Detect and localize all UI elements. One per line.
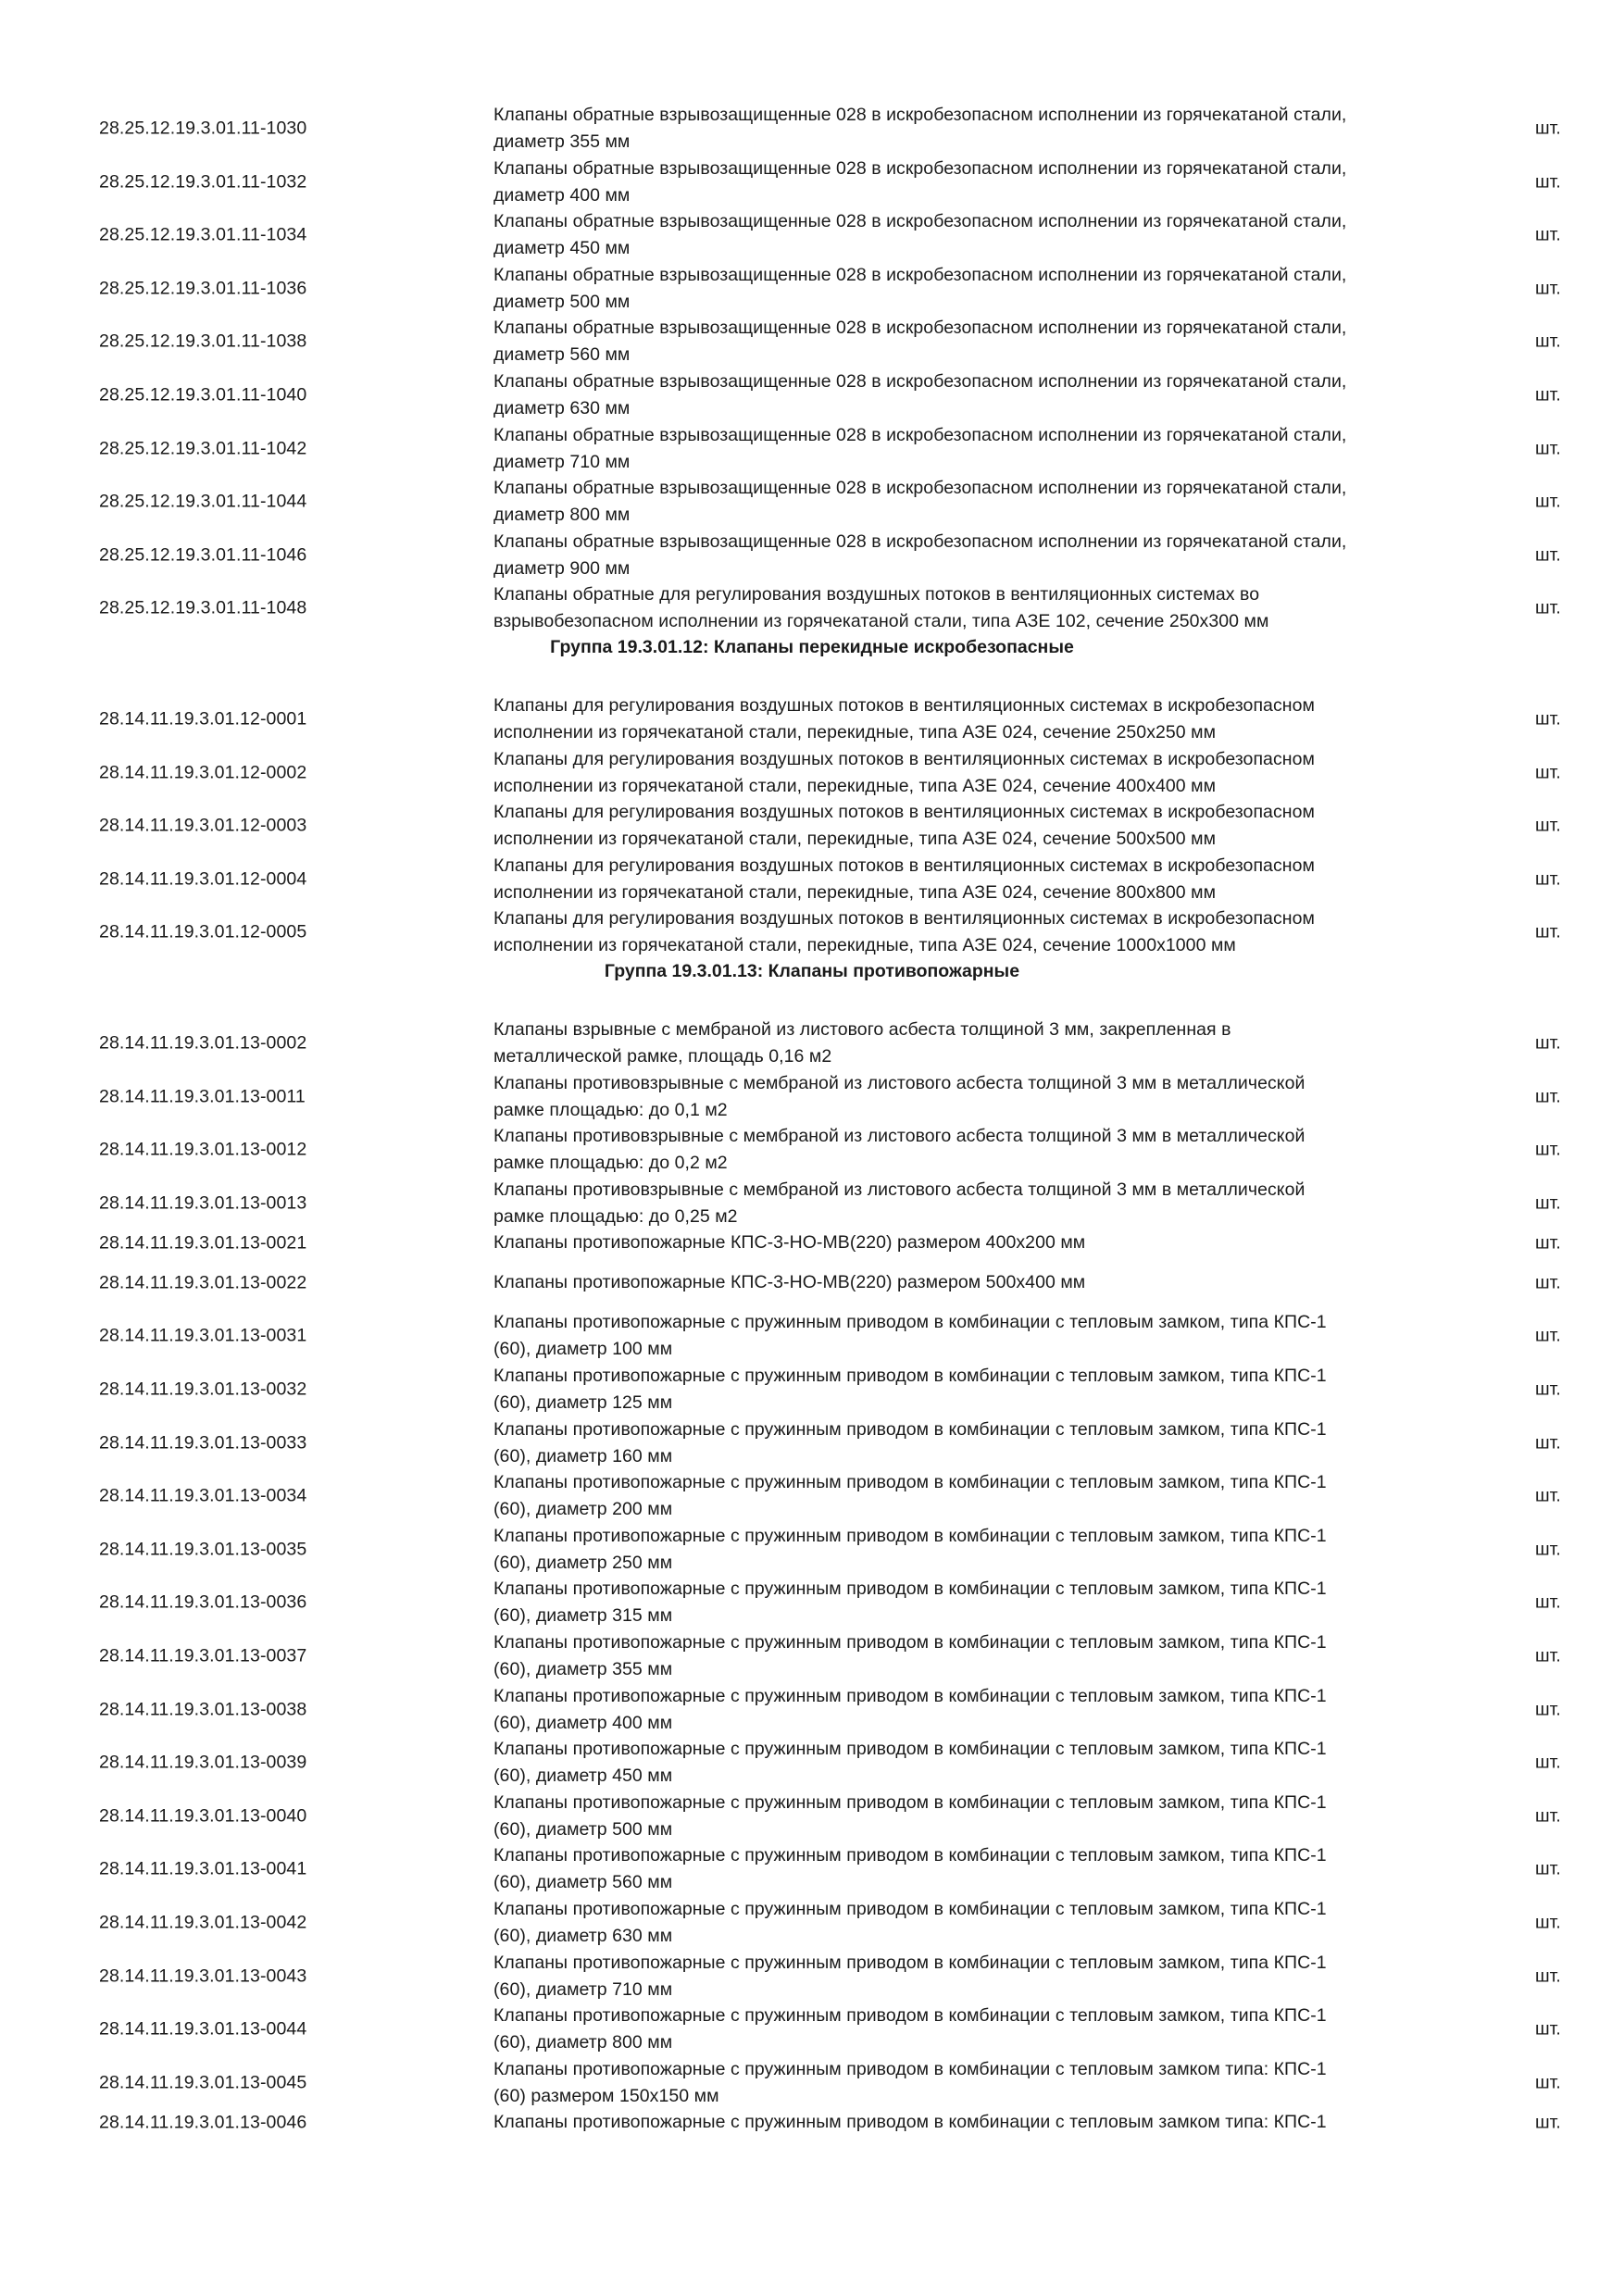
table-row bbox=[0, 102, 1624, 156]
resource-description: Клапаны обратные для регулирования воздушных потоков в вентиляционных системах во взрывобезопасном исполнении из горячекатаной стали, типа АЗЕ 102, сечение 250х300 мм bbox=[493, 584, 1269, 632]
resource-description: Клапаны противопожарные с пружинным приводом в комбинации с тепловым замком, типа КПС-1 (60), диаметр 560 мм bbox=[493, 1845, 1327, 1893]
resource-description: Клапаны противопожарные с пружинным приводом в комбинации с тепловым замком, типа КПС-1 (60), диаметр 125 мм bbox=[493, 1366, 1327, 1413]
table-row bbox=[0, 2003, 1624, 2056]
resource-description: Клапаны противопожарные КПС-3-НО-МВ(220) размером 500х400 мм bbox=[493, 1272, 1086, 1293]
resource-code: 28.25.12.19.3.01.11-1042 bbox=[99, 438, 307, 459]
table-row bbox=[0, 799, 1624, 853]
table-row bbox=[0, 1177, 1624, 1230]
resource-description: Клапаны обратные взрывозащищенные 028 в искробезопасном исполнении из горячекатаной стали, диаметр 900 мм bbox=[493, 530, 1347, 579]
table-row bbox=[0, 1363, 1624, 1416]
table-row bbox=[0, 1950, 1624, 2003]
unit-of-measure: шт. bbox=[1535, 868, 1561, 890]
resource-code: 28.14.11.19.3.01.12-0005 bbox=[99, 921, 307, 942]
unit-of-measure: шт. bbox=[1535, 1325, 1561, 1346]
unit-of-measure: шт. bbox=[1535, 1032, 1561, 1054]
resource-code: 28.14.11.19.3.01.12-0002 bbox=[99, 762, 307, 783]
resource-description: Клапаны обратные взрывозащищенные 028 в искробезопасном исполнении из горячекатаной стали, диаметр 355 мм bbox=[493, 105, 1347, 152]
resource-description: Клапаны для регулирования воздушных потоков в вентиляционных системах в искробезопасном исполнении из горячекатаной стали, перекидные, типа АЗЕ 024, сечение 800х800 мм bbox=[493, 855, 1315, 903]
table-row bbox=[0, 581, 1624, 635]
resource-description: Клапаны противовзрывные с мембраной из листового асбеста толщиной 3 мм в металлической рамке площадью: до 0,25 м2 bbox=[493, 1179, 1305, 1227]
unit-of-measure: шт. bbox=[1535, 1912, 1561, 1933]
resource-code: 28.14.11.19.3.01.13-0042 bbox=[99, 1912, 307, 1933]
resource-code: 28.14.11.19.3.01.13-0012 bbox=[99, 1139, 307, 1160]
table-row bbox=[0, 2056, 1624, 2110]
unit-of-measure: шт. bbox=[1535, 1539, 1561, 1560]
resource-code: 28.14.11.19.3.01.13-0037 bbox=[99, 1645, 307, 1666]
table-row bbox=[0, 1736, 1624, 1790]
resource-code: 28.25.12.19.3.01.11-1048 bbox=[99, 597, 307, 618]
resource-code: 28.25.12.19.3.01.11-1032 bbox=[99, 171, 307, 193]
resource-description: Клапаны противопожарные с пружинным приводом в комбинации с тепловым замком, типа КПС-1 (60), диаметр 100 мм bbox=[493, 1312, 1327, 1360]
unit-of-measure: шт. bbox=[1535, 1485, 1561, 1506]
resource-code: 28.14.11.19.3.01.13-0032 bbox=[99, 1379, 307, 1400]
resource-code: 28.25.12.19.3.01.11-1034 bbox=[99, 224, 307, 245]
resource-description: Клапаны для регулирования воздушных потоков в вентиляционных системах в искробезопасном исполнении из горячекатаной стали, перекидные, типа АЗЕ 024, сечение 1000х1000 мм bbox=[493, 908, 1315, 956]
unit-of-measure: шт. bbox=[1535, 2072, 1561, 2093]
table-row bbox=[0, 1896, 1624, 1950]
table-row bbox=[0, 1269, 1624, 1296]
table-row bbox=[0, 1229, 1624, 1256]
table-row bbox=[0, 693, 1624, 746]
unit-of-measure: шт. bbox=[1535, 1645, 1561, 1666]
resource-code: 28.14.11.19.3.01.13-0022 bbox=[99, 1272, 307, 1293]
table-row bbox=[0, 1070, 1624, 1124]
resource-description: Клапаны противопожарные с пружинным приводом в комбинации с тепловым замком, типа КПС-1 (60), диаметр 200 мм bbox=[493, 1472, 1327, 1520]
resource-code: 28.25.12.19.3.01.11-1040 bbox=[99, 384, 307, 406]
unit-of-measure: шт. bbox=[1535, 1699, 1561, 1720]
resource-description: Клапаны для регулирования воздушных потоков в вентиляционных системах в искробезопасном исполнении из горячекатаной стали, перекидные, типа АЗЕ 024, сечение 250х250 мм bbox=[493, 695, 1315, 742]
resource-description: Клапаны противопожарные с пружинным приводом в комбинации с тепловым замком, типа КПС-1 (60), диаметр 400 мм bbox=[493, 1685, 1327, 1733]
resource-code: 28.14.11.19.3.01.13-0044 bbox=[99, 2018, 307, 2040]
resource-description: Клапаны обратные взрывозащищенные 028 в искробезопасном исполнении из горячекатаной стали, диаметр 400 мм bbox=[493, 157, 1347, 206]
unit-of-measure: шт. bbox=[1535, 1086, 1561, 1107]
table-row bbox=[0, 1683, 1624, 1737]
unit-of-measure: шт. bbox=[1535, 708, 1561, 730]
table-row bbox=[0, 368, 1624, 422]
resource-description: Клапаны противопожарные с пружинным приводом в комбинации с тепловым замком типа: КПС-1 (60) размером 150х150 мм bbox=[493, 2058, 1327, 2106]
table-row bbox=[0, 529, 1624, 582]
unit-of-measure: шт. bbox=[1535, 384, 1561, 406]
table-row bbox=[0, 156, 1624, 209]
resource-description: Клапаны обратные взрывозащищенные 028 в искробезопасном исполнении из горячекатаной стали, диаметр 560 мм bbox=[493, 318, 1347, 366]
unit-of-measure: шт. bbox=[1535, 921, 1561, 942]
unit-of-measure: шт. bbox=[1535, 1139, 1561, 1160]
resource-description: Клапаны обратные взрывозащищенные 028 в искробезопасном исполнении из горячекатаной стали, диаметр 500 мм bbox=[493, 264, 1347, 312]
unit-of-measure: шт. bbox=[1535, 1379, 1561, 1400]
resource-code: 28.14.11.19.3.01.13-0045 bbox=[99, 2072, 307, 2093]
table-row bbox=[0, 1523, 1624, 1577]
resource-code: 28.14.11.19.3.01.13-0033 bbox=[99, 1432, 307, 1454]
resource-description: Клапаны противопожарные с пружинным приводом в комбинации с тепловым замком, типа КПС-1 (60), диаметр 160 мм bbox=[493, 1418, 1327, 1466]
resource-description: Клапаны обратные взрывозащищенные 028 в искробезопасном исполнении из горячекатаной стали, диаметр 800 мм bbox=[493, 478, 1347, 526]
table-row bbox=[0, 746, 1624, 800]
unit-of-measure: шт. bbox=[1535, 1432, 1561, 1454]
resource-description: Клапаны взрывные с мембраной из листового асбеста толщиной 3 мм, закрепленная в металлической рамке, площадь 0,16 м2 bbox=[493, 1019, 1231, 1067]
resource-code: 28.14.11.19.3.01.13-0011 bbox=[99, 1086, 306, 1107]
unit-of-measure: шт. bbox=[1535, 2112, 1561, 2133]
unit-of-measure: шт. bbox=[1535, 224, 1561, 245]
resource-code: 28.25.12.19.3.01.11-1044 bbox=[99, 491, 307, 512]
table-row bbox=[0, 422, 1624, 476]
resource-description: Клапаны противопожарные с пружинным приводом в комбинации с тепловым замком, типа КПС-1 (60), диаметр 355 мм bbox=[493, 1632, 1327, 1679]
unit-of-measure: шт. bbox=[1535, 544, 1561, 566]
resource-description: Клапаны противопожарные с пружинным приводом в комбинации с тепловым замком, типа КПС-1 (60), диаметр 315 мм bbox=[493, 1578, 1327, 1627]
resource-description: Клапаны противопожарные с пружинным приводом в комбинации с тепловым замком, типа КПС-1 (60), диаметр 500 мм bbox=[493, 1791, 1327, 1840]
unit-of-measure: шт. bbox=[1535, 597, 1561, 618]
resource-code: 28.14.11.19.3.01.12-0004 bbox=[99, 868, 307, 890]
resource-code: 28.14.11.19.3.01.13-0046 bbox=[99, 2112, 307, 2133]
resource-code: 28.14.11.19.3.01.12-0003 bbox=[99, 815, 307, 836]
resource-description: Клапаны противопожарные с пружинным приводом в комбинации с тепловым замком, типа КПС-1 (60), диаметр 450 мм bbox=[493, 1739, 1327, 1787]
resource-description: Клапаны для регулирования воздушных потоков в вентиляционных системах в искробезопасном исполнении из горячекатаной стали, перекидные, типа АЗЕ 024, сечение 400х400 мм bbox=[493, 748, 1315, 796]
table-row bbox=[0, 1842, 1624, 1896]
table-row bbox=[0, 905, 1624, 959]
unit-of-measure: шт. bbox=[1535, 438, 1561, 459]
unit-of-measure: шт. bbox=[1535, 815, 1561, 836]
table-row bbox=[0, 1123, 1624, 1177]
unit-of-measure: шт. bbox=[1535, 1858, 1561, 1879]
unit-of-measure: шт. bbox=[1535, 2018, 1561, 2040]
unit-of-measure: шт. bbox=[1535, 1752, 1561, 1773]
resource-description: Клапаны для регулирования воздушных потоков в вентиляционных системах в искробезопасном исполнении из горячекатаной стали, перекидные, типа АЗЕ 024, сечение 500х500 мм bbox=[493, 802, 1315, 850]
resource-description: Клапаны противопожарные с пружинным приводом в комбинации с тепловым замком, типа КПС-1 (60), диаметр 250 мм bbox=[493, 1525, 1327, 1573]
resource-code: 28.14.11.19.3.01.13-0038 bbox=[99, 1699, 307, 1720]
resource-code: 28.14.11.19.3.01.13-0036 bbox=[99, 1591, 307, 1613]
table-row bbox=[0, 208, 1624, 262]
resource-code: 28.25.12.19.3.01.11-1036 bbox=[99, 278, 307, 299]
table-row bbox=[0, 1416, 1624, 1470]
table-row bbox=[0, 1790, 1624, 1843]
resource-description: Клапаны противовзрывные с мембраной из листового асбеста толщиной 3 мм в металлической рамке площадью: до 0,2 м2 bbox=[493, 1126, 1305, 1174]
unit-of-measure: шт. bbox=[1535, 1591, 1561, 1613]
resource-code: 28.14.11.19.3.01.13-0035 bbox=[99, 1539, 307, 1560]
unit-of-measure: шт. bbox=[1535, 1272, 1561, 1293]
resource-description: Клапаны обратные взрывозащищенные 028 в искробезопасном исполнении из горячекатаной стали, диаметр 630 мм bbox=[493, 371, 1347, 418]
resource-description: Клапаны противопожарные с пружинным приводом в комбинации с тепловым замком, типа КПС-1 (60), диаметр 630 мм bbox=[493, 1899, 1327, 1946]
resource-description: Клапаны противопожарные КПС-3-НО-МВ(220) размером 400х200 мм bbox=[493, 1232, 1086, 1254]
unit-of-measure: шт. bbox=[1535, 762, 1561, 783]
table-row bbox=[0, 853, 1624, 906]
resource-description: Клапаны противопожарные с пружинным приводом в комбинации с тепловым замком, типа КПС-1 (60), диаметр 710 мм bbox=[493, 1952, 1327, 2000]
resource-code: 28.14.11.19.3.01.13-0034 bbox=[99, 1485, 307, 1506]
resource-code: 28.14.11.19.3.01.12-0001 bbox=[99, 708, 307, 730]
unit-of-measure: шт. bbox=[1535, 1232, 1561, 1254]
resource-code: 28.14.11.19.3.01.13-0040 bbox=[99, 1805, 307, 1827]
resource-code: 28.14.11.19.3.01.13-0031 bbox=[99, 1325, 307, 1346]
unit-of-measure: шт. bbox=[1535, 118, 1561, 139]
group-heading: Группа 19.3.01.13: Клапаны противопожарные bbox=[604, 961, 1020, 981]
unit-of-measure: шт. bbox=[1535, 331, 1561, 352]
resource-code: 28.14.11.19.3.01.13-0039 bbox=[99, 1752, 307, 1773]
resource-description: Клапаны противопожарные с пружинным приводом в комбинации с тепловым замком, типа КПС-1 (60), диаметр 800 мм bbox=[493, 2005, 1327, 2053]
resource-description: Клапаны противопожарные с пружинным приводом в комбинации с тепловым замком типа: КПС-1 bbox=[493, 2112, 1327, 2133]
group-heading: Группа 19.3.01.12: Клапаны перекидные искробезопасные bbox=[550, 637, 1074, 657]
unit-of-measure: шт. bbox=[1535, 171, 1561, 193]
resource-code: 28.14.11.19.3.01.13-0021 bbox=[99, 1232, 307, 1254]
resource-code: 28.14.11.19.3.01.13-0002 bbox=[99, 1032, 307, 1054]
table-row bbox=[0, 1629, 1624, 1683]
unit-of-measure: шт. bbox=[1535, 1965, 1561, 1987]
resource-code: 28.14.11.19.3.01.13-0043 bbox=[99, 1965, 307, 1987]
resource-code: 28.14.11.19.3.01.13-0013 bbox=[99, 1192, 307, 1214]
resource-code: 28.25.12.19.3.01.11-1030 bbox=[99, 118, 307, 139]
unit-of-measure: шт. bbox=[1535, 1192, 1561, 1214]
resource-description: Клапаны обратные взрывозащищенные 028 в искробезопасном исполнении из горячекатаной стали, диаметр 450 мм bbox=[493, 211, 1347, 259]
table-row bbox=[0, 1309, 1624, 1363]
unit-of-measure: шт. bbox=[1535, 278, 1561, 299]
resource-code: 28.25.12.19.3.01.11-1046 bbox=[99, 544, 307, 566]
table-row bbox=[0, 1017, 1624, 1070]
unit-of-measure: шт. bbox=[1535, 1805, 1561, 1827]
table-row bbox=[0, 1576, 1624, 1629]
table-row bbox=[0, 1469, 1624, 1523]
table-row bbox=[0, 2109, 1624, 2136]
table-row bbox=[0, 475, 1624, 529]
table-row bbox=[0, 262, 1624, 316]
resource-description: Клапаны обратные взрывозащищенные 028 в искробезопасном исполнении из горячекатаной стали, диаметр 710 мм bbox=[493, 424, 1347, 472]
unit-of-measure: шт. bbox=[1535, 491, 1561, 512]
resource-description: Клапаны противовзрывные с мембраной из листового асбеста толщиной 3 мм в металлической рамке площадью: до 0,1 м2 bbox=[493, 1072, 1305, 1120]
resource-code: 28.14.11.19.3.01.13-0041 bbox=[99, 1858, 307, 1879]
resource-code: 28.25.12.19.3.01.11-1038 bbox=[99, 331, 307, 352]
table-row bbox=[0, 315, 1624, 368]
